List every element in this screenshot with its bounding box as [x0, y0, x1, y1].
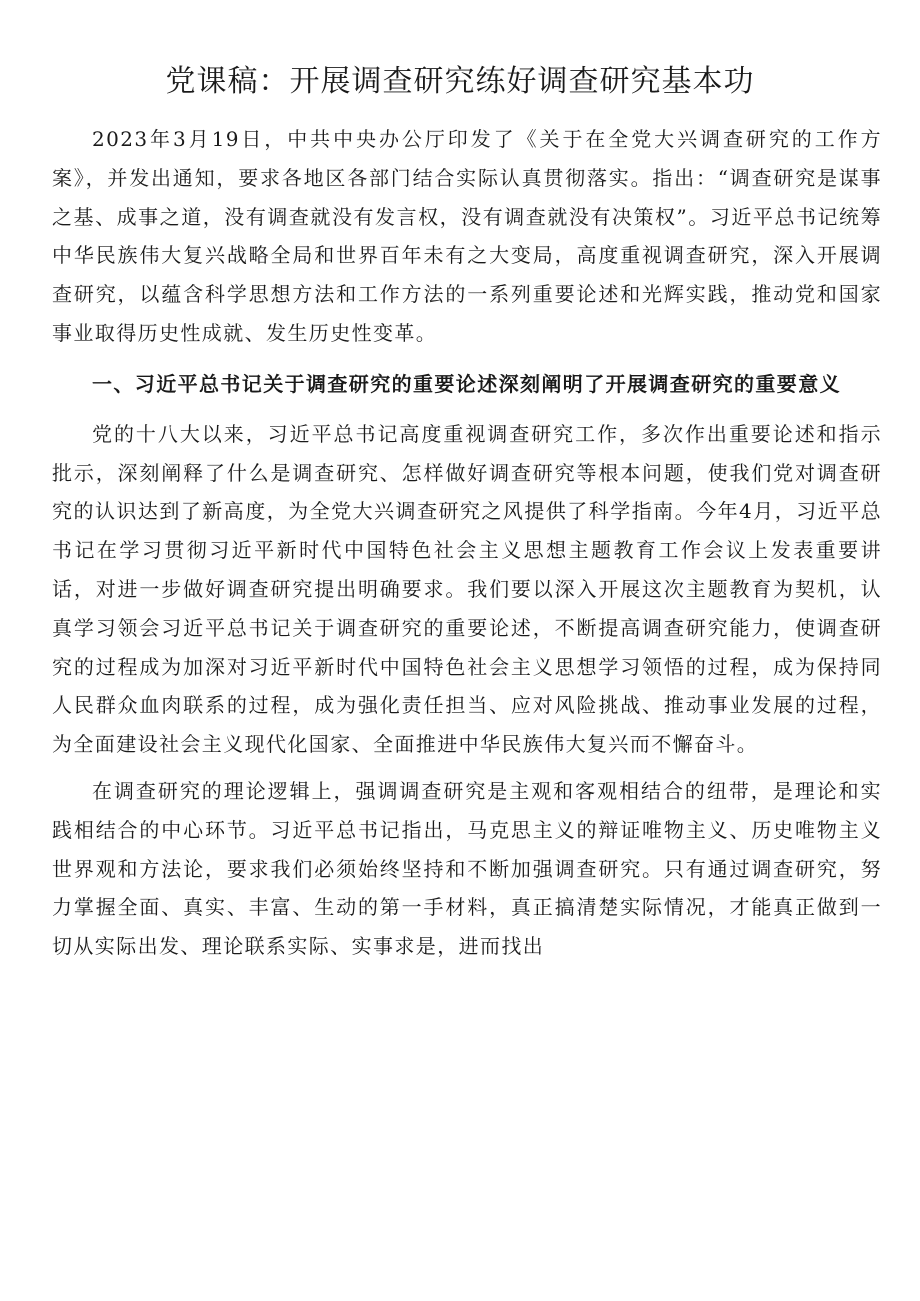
document-body: [52, 120, 882, 974]
body-paragraph-2: 在调查研究的理论逻辑上，强调调查研究是主观和客观相结合的纽带，是理论和实践相结合的中心环节。习近平总书记指出，马克思主义的辩证唯物主义、历史唯物主义世界观和方法论，要求我们必须始终坚持和不断加强调查研究。只有通过调查研究，努力掌握全面、真实、丰富、生动的第一手材料，真正搞清楚实际情况，才能真正做到一切从实际出发、理论联系实际、实事求是，进而找出: [52, 778, 882, 959]
page-title: 党课稿：开展调查研究练好调查研究基本功: [165, 64, 755, 99]
intro-paragraph: 2023年3月19日，中共中央办公厅印发了《关于在全党大兴调查研究的工作方案》，并发出通知，要求各地区各部门结合实际认真贯彻落实。指出：“调查研究是谋事之基、成事之道，没有调查就没有发言权，没有调查就没有决策权”。习近平总书记统筹中华民族伟大复兴战略全局和世界百年未有之大变局，高度重视调查研究，深入开展调查研究，以蕴含科学思想方法和工作方法的一系列重要论述和光辉实践，推动党和国家事业取得历史性成就、发生历史性变革。: [52, 127, 882, 345]
section-heading-1: 一、习近平总书记关于调查研究的重要论述深刻阐明了开展调查研究的重要意义: [92, 371, 841, 396]
body-paragraph-1: 党的十八大以来，习近平总书记高度重视调查研究工作，多次作出重要论述和指示批示，深刻阐释了什么是调查研究、怎样做好调查研究等根本问题，使我们党对调查研究的认识达到了新高度，为全党大兴调查研究之风提供了科学指南。今年4月，习近平总书记在学习贯彻习近平新时代中国特色社会主义思想主题教育工作会议上发表重要讲话，对进一步做好调查研究提出明确要求。我们要以深入开展这次主题教育为契机，认真学习领会习近平总书记关于调查研究的重要论述，不断提高调查研究能力，使调查研究的过程成为加深对习近平新时代中国特色社会主义思想学习领悟的过程，成为保持同人民群众血肉联系的过程，成为强化责任担当、应对风险挑战、推动事业发展的过程，为全面建设社会主义现代化国家、全面推进中华民族伟大复兴而不懈奋斗。: [52, 421, 882, 757]
